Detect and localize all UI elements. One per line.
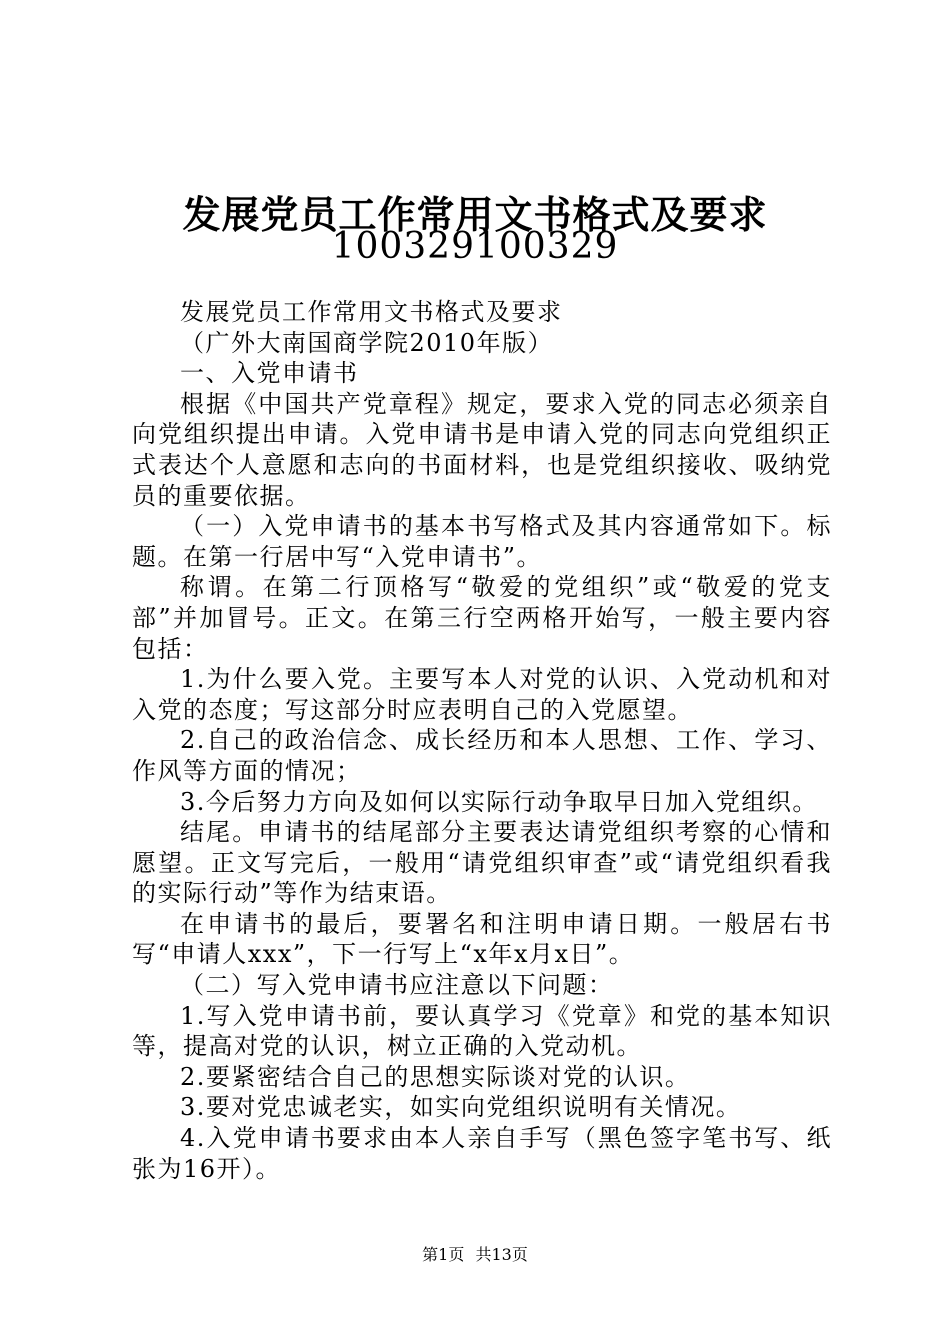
paragraph: 1.为什么要入党。主要写本人对党的认识、入党动机和对入党的态度；写这部分时应表明自己的入党愿望。 bbox=[132, 665, 832, 724]
paragraph: 发展党员工作常用文书格式及要求 bbox=[180, 298, 563, 326]
paragraph: 根据《中国共产党章程》规定，要求入党的同志必须亲自向党组织提出申请。入党申请书是申请入党的同志向党组织正式表达个人意愿和志向的书面材料，也是党组织接收、吸纳党员的重要依据。 bbox=[132, 389, 832, 510]
document-title: 发展党员工作常用文书格式及要求 bbox=[182, 192, 768, 237]
paragraph: 在申请书的最后，要署名和注明申请日期。一般居右书写“申请人xxx”，下一行写上“x年x月x日”。 bbox=[132, 909, 832, 969]
paragraph: 4.入党申请书要求由本人亲自手写（黑色签字笔书写、纸张为16开）。 bbox=[132, 1124, 832, 1183]
paragraph: （广外大南国商学院2010年版） bbox=[180, 328, 554, 357]
paragraph: 3.今后努力方向及如何以实际行动争取早日加入党组织。 bbox=[180, 787, 818, 816]
paragraph: 称谓。在第二行顶格写“敬爱的党组织”或“敬爱的党支部”并加冒号。正文。在第三行空两格开始写，一般主要内容包括： bbox=[132, 573, 832, 663]
paragraph: 结尾。申请书的结尾部分主要表达请党组织考察的心情和愿望。正文写完后，一般用“请党组织审查”或“请党组织看我的实际行动”等作为结束语。 bbox=[132, 818, 832, 908]
paragraph: （二）写入党申请书应注意以下问题： bbox=[180, 971, 614, 1000]
paragraph: 2.自己的政治信念、成长经历和本人思想、工作、学习、作风等方面的情况； bbox=[132, 726, 832, 785]
page-number: 第1页 bbox=[422, 1245, 465, 1264]
page-footer bbox=[0, 1242, 950, 1265]
page-total: 共13页 bbox=[475, 1245, 528, 1264]
document-subtitle: 100329100329 bbox=[331, 226, 619, 267]
paragraph: 1.写入党申请书前，要认真学习《党章》和党的基本知识等，提高对党的认识，树立正确的入党动机。 bbox=[132, 1001, 832, 1061]
paragraph: （一）入党申请书的基本书写格式及其内容通常如下。标题。在第一行居中写“入党申请书”。 bbox=[132, 512, 832, 571]
paragraph: 一、入党申请书 bbox=[180, 359, 359, 388]
paragraph: 2.要紧密结合自己的思想实际谈对党的认识。 bbox=[180, 1062, 691, 1091]
document-body bbox=[132, 297, 832, 1184]
paragraph: 3.要对党忠诚老实，如实向党组织说明有关情况。 bbox=[180, 1093, 742, 1122]
